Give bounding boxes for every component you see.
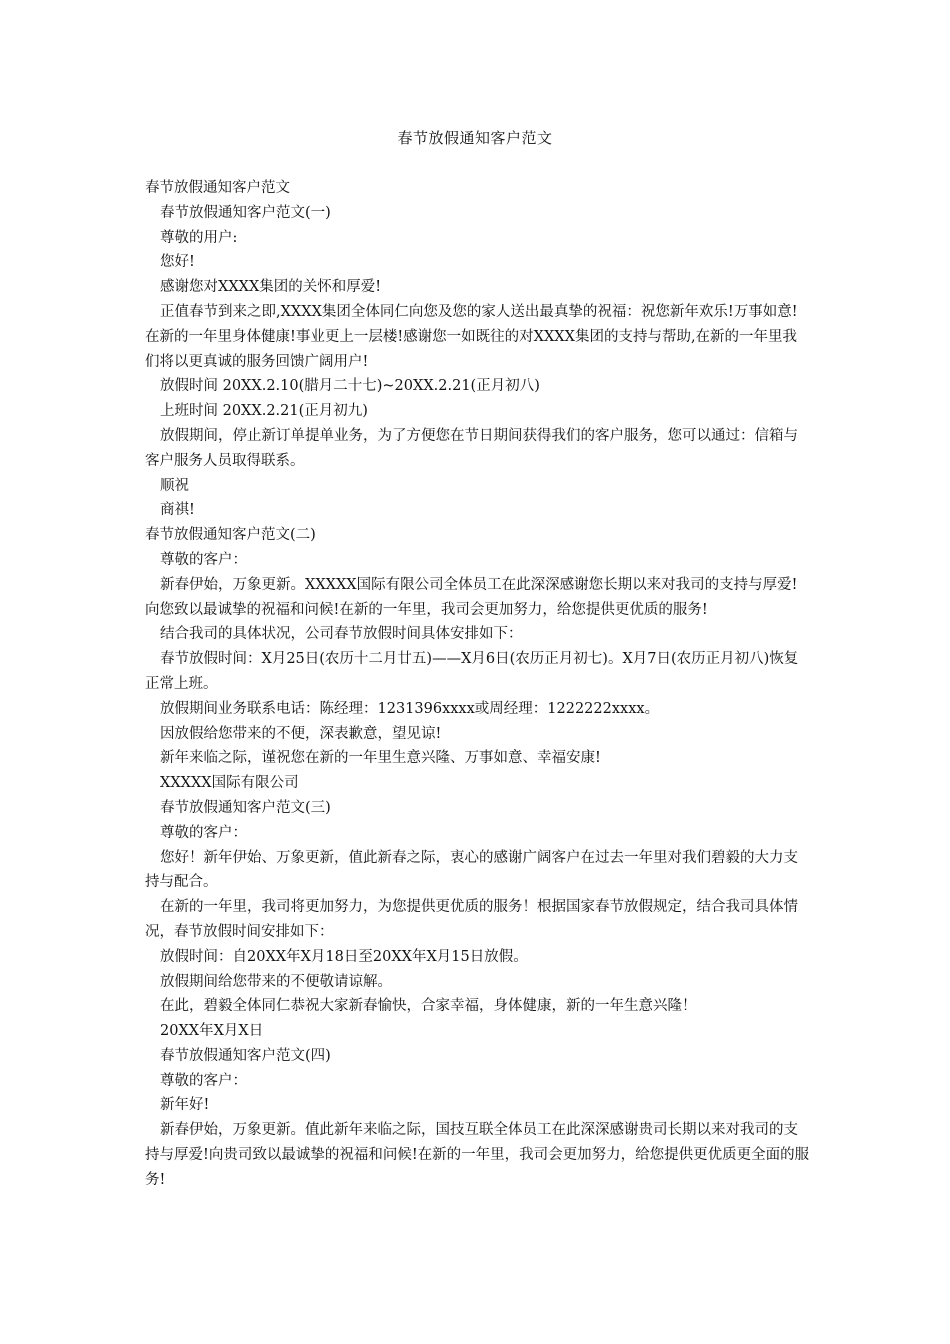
document-title: 春节放假通知客户范文: [397, 129, 553, 147]
body-line: 20XX年X月X日: [160, 1023, 264, 1040]
body-line: 结合我司的具体状况，公司春节放假时间具体安排如下：: [160, 626, 523, 643]
body-line: XXXXX国际有限公司: [160, 775, 299, 792]
body-line: 放假期间给您带来的不便敬请谅解。: [160, 973, 392, 990]
body-paragraph: 在新的一年里，我司将更加努力，为您提供更优质的服务！根据国家春节放假规定，结合我司具体情况，春节放假时间安排如下：: [145, 899, 798, 940]
body-line: 春节放假通知客户范文(一): [160, 204, 331, 221]
body-line: 尊敬的用户:: [160, 229, 238, 246]
body-paragraph: 您好！新年伊始、万象更新，值此新春之际，衷心的感谢广阔客户在过去一年里对我们碧毅的大力支持与配合。: [145, 849, 798, 891]
body-line: 放假时间 20XX.2.10(腊月二十七)~20XX.2.21(正月初八): [160, 378, 540, 395]
body-line: 放假期间业务联系电话：陈经理：1231396xxxx或周经理：1222222xxxx。: [160, 700, 660, 717]
body-line: 春节放假通知客户范文(三): [160, 799, 331, 816]
body-line: 您好!: [160, 254, 195, 271]
section-heading: 春节放假通知客户范文: [145, 180, 290, 196]
body-line: 上班时间 20XX.2.21(正月初九): [160, 403, 368, 420]
body-line: 顺祝: [160, 477, 189, 494]
body-line: 因放假给您带来的不便，深表歉意，望见谅!: [160, 725, 442, 742]
section-heading: 春节放假通知客户范文(二): [145, 527, 316, 544]
body-line: 尊敬的客户：: [160, 824, 247, 841]
body-line: 尊敬的客户：: [160, 551, 247, 568]
body-line: 新年好!: [160, 1097, 210, 1114]
body-paragraph: 新春伊始，万象更新。值此新年来临之际，国技互联全体员工在此深深感谢贵司长期以来对我司的支持与厚爱!向贵司致以最诚挚的祝福和问候!在新的一年里，我司会更加努力，给您提供更优质更全面的服务!: [145, 1122, 810, 1188]
body-paragraph: 放假期间，停止新订单提单业务，为了方便您在节日期间获得我们的客户服务，您可以通过：信箱与客户服务人员取得联系。: [145, 427, 798, 469]
body-line: 尊敬的客户：: [160, 1072, 247, 1089]
body-paragraph: 正值春节到来之即,XXXX集团全体同仁向您及您的家人送出最真挚的祝福：祝您新年欢乐!万事如意!在新的一年里身体健康!事业更上一层楼!感谢您一如既往的对XXXX集团的支持与帮助,在新的一年里我们将以更真诚的服务回馈广阔用户!: [145, 303, 798, 370]
body-paragraph: 新春伊始，万象更新。XXXXX国际有限公司全体员工在此深深感谢您长期以来对我司的支持与厚爱!向您致以最诚挚的祝福和问候!在新的一年里，我司会更加努力，给您提供更优质的服务!: [145, 576, 798, 618]
body-line: 新年来临之际，谨祝您在新的一年里生意兴隆、万事如意、幸福安康!: [160, 750, 601, 767]
document-body: [145, 176, 810, 1193]
body-line: 在此，碧毅全体同仁恭祝大家新春愉快，合家幸福，身体健康，新的一年生意兴隆！: [160, 998, 697, 1015]
body-line: 商祺!: [160, 502, 195, 519]
body-line: 感谢您对XXXX集团的关怀和厚爱!: [160, 279, 382, 296]
body-line: 春节放假通知客户范文(四): [160, 1047, 331, 1064]
body-paragraph: 春节放假时间：X月25日(农历十二月廿五)——X月6日(农历正月初七)。X月7日(农历正月初八)恢复正常上班。: [145, 651, 799, 692]
body-line: 放假时间：自20XX年X月18日至20XX年X月15日放假。: [160, 948, 528, 965]
